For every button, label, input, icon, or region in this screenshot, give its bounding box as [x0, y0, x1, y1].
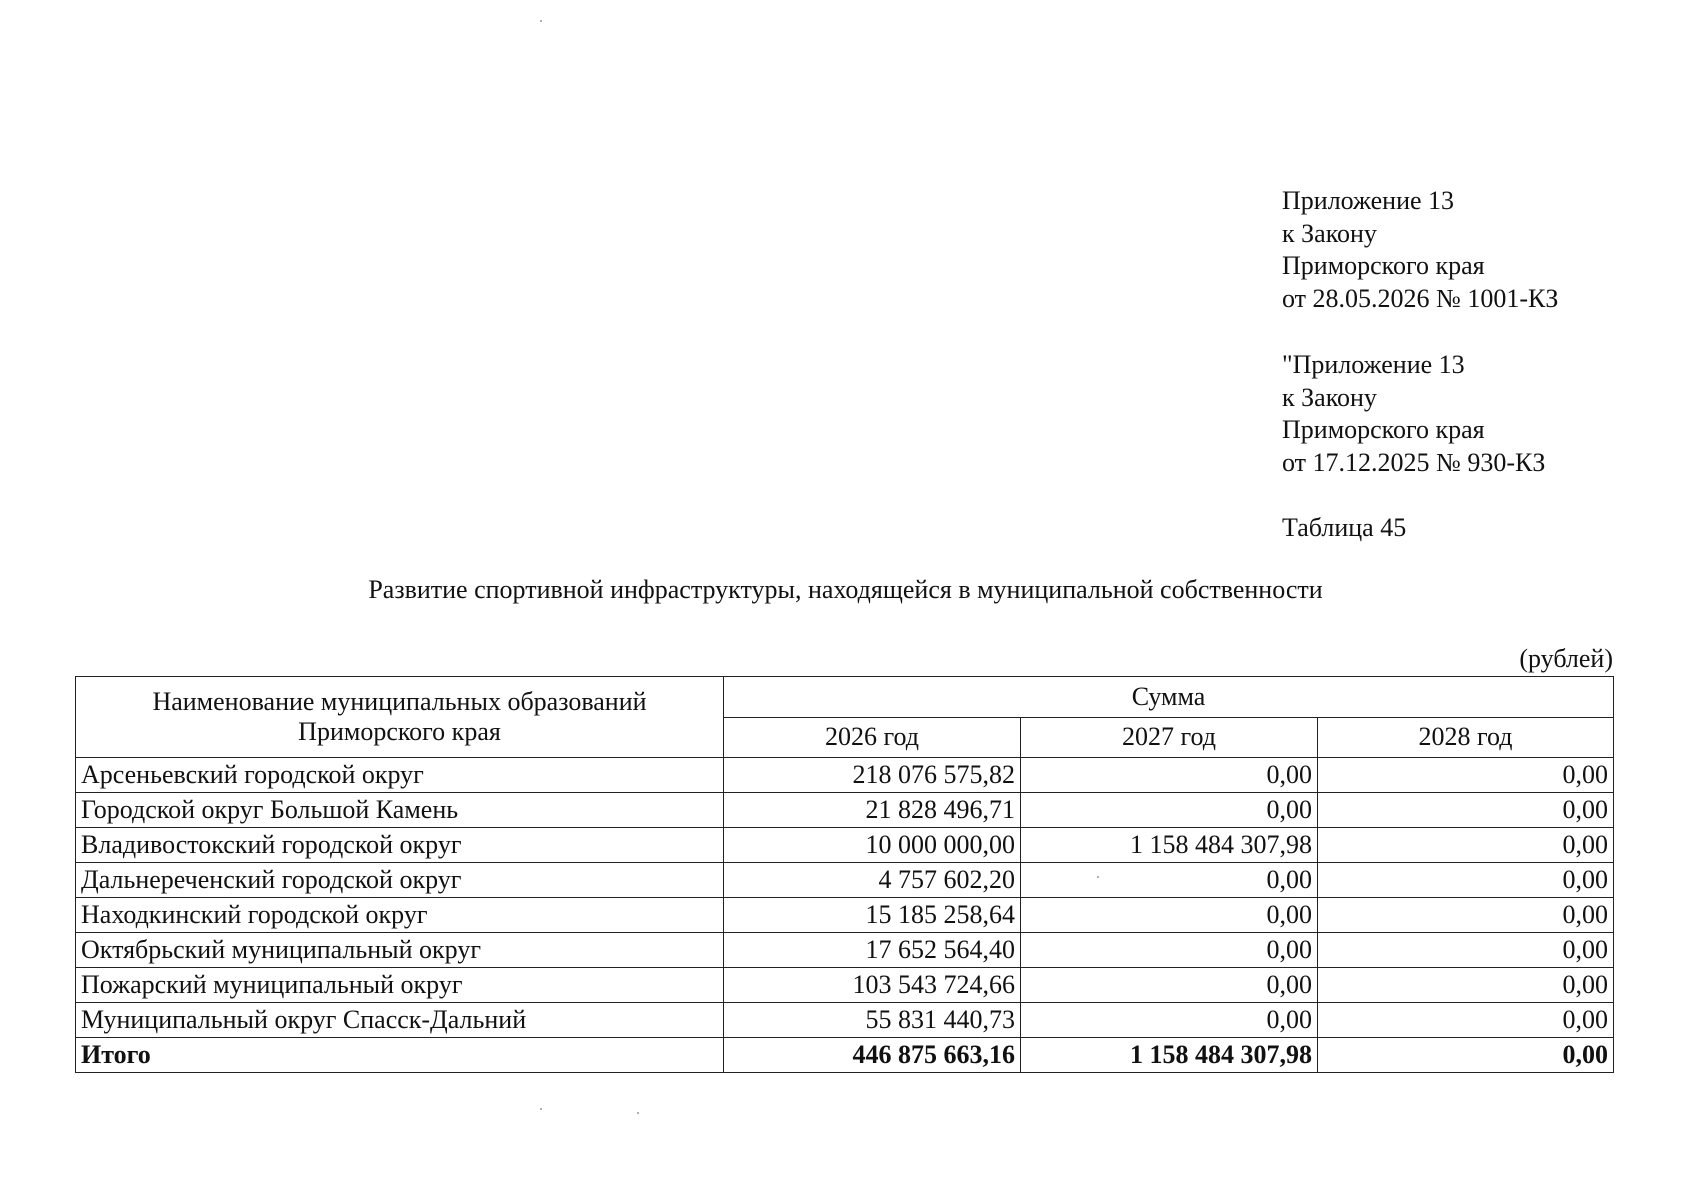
appendix-line: от 17.12.2025 № 930-КЗ	[1282, 447, 1546, 477]
amount-2026: 55 831 440,73	[724, 1003, 1021, 1038]
amount-2027: 0,00	[1021, 898, 1318, 933]
amount-2026: 103 543 724,66	[724, 968, 1021, 1003]
amount-2028: 0,00	[1318, 968, 1614, 1003]
amount-2027: 0,00	[1021, 1003, 1318, 1038]
table-row	[76, 758, 1614, 793]
amount-2028: 0,00	[1318, 863, 1614, 898]
amount-2028: 0,00	[1318, 933, 1614, 968]
header-name-line: Приморского края	[298, 717, 501, 746]
document-title: Развитие спортивной инфраструктуры, находящейся в муниципальной собственности	[368, 575, 1323, 604]
municipality-name: Находкинский городской округ	[76, 898, 724, 933]
municipality-name: Дальнереченский городской округ	[76, 863, 724, 898]
appendix-line: от 28.05.2026 № 1001-КЗ	[1282, 283, 1559, 313]
amount-2028: 0,00	[1318, 793, 1614, 828]
appendix-current	[1282, 185, 1558, 315]
scan-speck	[540, 1108, 542, 1110]
header-row	[76, 677, 1614, 718]
municipality-name: Владивостокский городской округ	[76, 828, 724, 863]
table-row	[76, 933, 1614, 968]
amount-2027: 0,00	[1021, 968, 1318, 1003]
scan-speck	[1097, 876, 1099, 878]
header-year: 2028 год	[1318, 717, 1614, 758]
header-name-line: Наименование муниципальных образований	[152, 687, 647, 716]
budget-table	[75, 676, 1614, 1073]
table-row	[76, 793, 1614, 828]
municipality-name: Пожарский муниципальный округ	[76, 968, 724, 1003]
municipality-name: Октябрьский муниципальный округ	[76, 933, 724, 968]
scan-speck	[540, 20, 542, 22]
table-number: Таблица 45	[1282, 513, 1407, 542]
table-row	[76, 863, 1614, 898]
appendix-line: к Закону	[1282, 382, 1377, 412]
appendix-original	[1282, 349, 1545, 479]
appendix-line: Приморского края	[1282, 251, 1485, 281]
amount-2028: 0,00	[1318, 1003, 1614, 1038]
municipality-name: Муниципальный округ Спасск-Дальний	[76, 1003, 724, 1038]
unit-note: (рублей)	[1519, 644, 1613, 673]
table-row	[76, 898, 1614, 933]
table-row	[76, 968, 1614, 1003]
total-row	[76, 1038, 1614, 1073]
appendix-line: "Приложение 13	[1282, 350, 1465, 379]
scan-speck	[637, 1112, 639, 1114]
amount-2027: 0,00	[1021, 933, 1318, 968]
amount-2026: 17 652 564,40	[724, 933, 1021, 968]
total-2026: 446 875 663,16	[724, 1038, 1021, 1073]
total-2027: 1 158 484 307,98	[1021, 1038, 1318, 1073]
table-row	[76, 828, 1614, 863]
amount-2028: 0,00	[1318, 898, 1614, 933]
amount-2026: 10 000 000,00	[724, 828, 1021, 863]
amount-2026: 15 185 258,64	[724, 898, 1021, 933]
table-row	[76, 1003, 1614, 1038]
appendix-line: Приложение 13	[1282, 186, 1455, 215]
total-2028: 0,00	[1318, 1038, 1614, 1073]
header-sum: Сумма	[724, 677, 1614, 718]
municipality-name: Городской округ Большой Камень	[76, 793, 724, 828]
amount-2027: 1 158 484 307,98	[1021, 828, 1318, 863]
amount-2026: 21 828 496,71	[724, 793, 1021, 828]
amount-2026: 218 076 575,82	[724, 758, 1021, 793]
header-year: 2027 год	[1021, 717, 1318, 758]
appendix-line: Приморского края	[1282, 415, 1485, 445]
header-year: 2026 год	[724, 717, 1021, 758]
appendix-line: к Закону	[1282, 218, 1377, 248]
amount-2027: 0,00	[1021, 863, 1318, 898]
amount-2027: 0,00	[1021, 758, 1318, 793]
amount-2028: 0,00	[1318, 758, 1614, 793]
amount-2028: 0,00	[1318, 828, 1614, 863]
header-municipality	[76, 677, 724, 758]
amount-2026: 4 757 602,20	[724, 863, 1021, 898]
amount-2027: 0,00	[1021, 793, 1318, 828]
municipality-name: Арсеньевский городской округ	[76, 758, 724, 793]
total-label: Итого	[76, 1038, 724, 1073]
